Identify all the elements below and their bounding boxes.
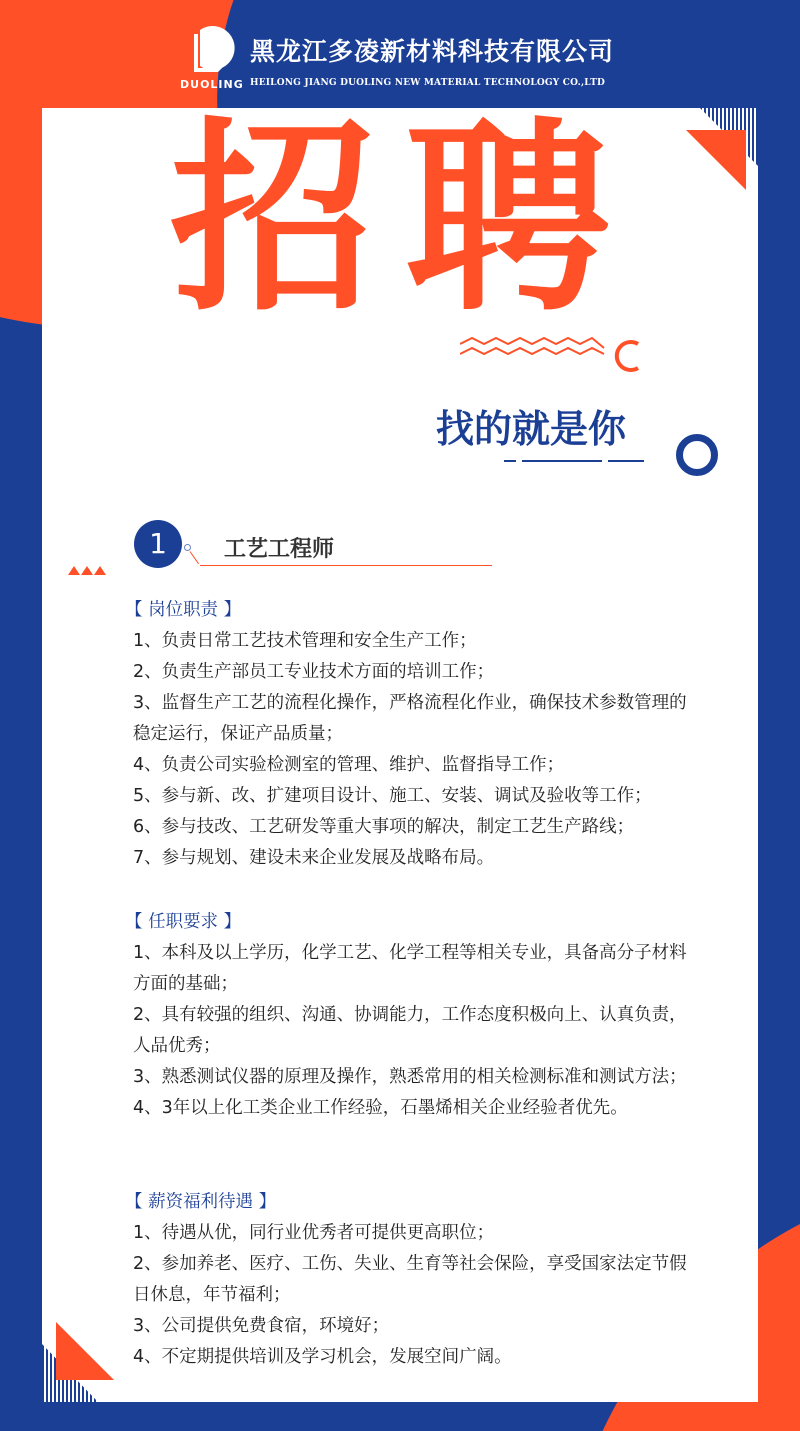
underline-dash bbox=[504, 460, 516, 462]
section-benefits bbox=[125, 1187, 703, 1373]
list-item: 3、监督生产工艺的流程化操作，严格流程化作业，确保技术参数管理的稳定运行，保证产品质量； bbox=[133, 693, 687, 744]
section-requirements bbox=[125, 907, 703, 1124]
section-heading: 【 任职要求 】 bbox=[125, 912, 242, 932]
list-item: 1、待遇从优，同行业优秀者可提供更高职位； bbox=[133, 1223, 495, 1243]
list-item: 1、本科及以上学历，化学工艺、化学工程等相关专业，具备高分子材料方面的基础； bbox=[133, 943, 687, 994]
list-item: 4、3年以上化工类企业工作经验，石墨烯相关企业经验者优先。 bbox=[133, 1098, 628, 1118]
list-item: 4、负责公司实验检测室的管理、维护、监督指导工作； bbox=[133, 755, 565, 775]
hero-title: 招聘 bbox=[170, 101, 640, 339]
company-name-en: HEILONG JIANG DUOLING NEW MATERIAL TECHNOLOGY CO.,LTD bbox=[250, 78, 605, 88]
list-item: 1、负责日常工艺技术管理和安全生产工作； bbox=[133, 631, 477, 651]
section-heading: 【 薪资福利待遇 】 bbox=[125, 1192, 277, 1212]
list-item: 6、参与技改、工艺研发等重大事项的解决，制定工艺生产路线； bbox=[133, 817, 635, 837]
underline-dash bbox=[522, 460, 602, 462]
list-item: 2、负责生产部员工专业技术方面的培训工作； bbox=[133, 662, 495, 682]
list-item: 2、具有较强的组织、沟通、协调能力，工作态度积极向上、认真负责，人品优秀； bbox=[133, 1005, 687, 1056]
section-heading: 【 岗位职责 】 bbox=[125, 600, 242, 620]
list-item: 2、参加养老、医疗、工伤、失业、生育等社会保险，享受国家法定节假日休息，年节福利； bbox=[133, 1254, 687, 1305]
hero-slogan: 找的就是你 bbox=[436, 407, 627, 451]
list-item: 4、不定期提供培训及学习机会，发展空间广阔。 bbox=[133, 1347, 512, 1367]
list-item: 3、公司提供免费食宿，环境好； bbox=[133, 1316, 390, 1336]
ring-decoration-icon bbox=[676, 434, 718, 476]
title-underline bbox=[200, 565, 492, 566]
zigzag-circle-decoration-icon bbox=[460, 336, 642, 380]
job-title: 工艺工程师 bbox=[224, 537, 335, 562]
company-name-cn: 黑龙江多凌新材料科技有限公司 bbox=[250, 37, 615, 66]
triangles-decoration-icon bbox=[68, 566, 106, 575]
company-logo-icon bbox=[184, 26, 236, 78]
list-item: 7、参与规划、建设未来企业发展及战略布局。 bbox=[133, 848, 495, 868]
underline-dash bbox=[608, 460, 644, 462]
job-number-badge: 1 bbox=[134, 520, 182, 568]
list-item: 5、参与新、改、扩建项目设计、施工、安装、调试及验收等工作； bbox=[133, 786, 652, 806]
logo-wordmark: DUOLING bbox=[180, 78, 244, 91]
section-responsibilities bbox=[125, 595, 703, 874]
list-item: 3、熟悉测试仪器的原理及操作，熟悉常用的相关检测标准和测试方法； bbox=[133, 1067, 687, 1087]
